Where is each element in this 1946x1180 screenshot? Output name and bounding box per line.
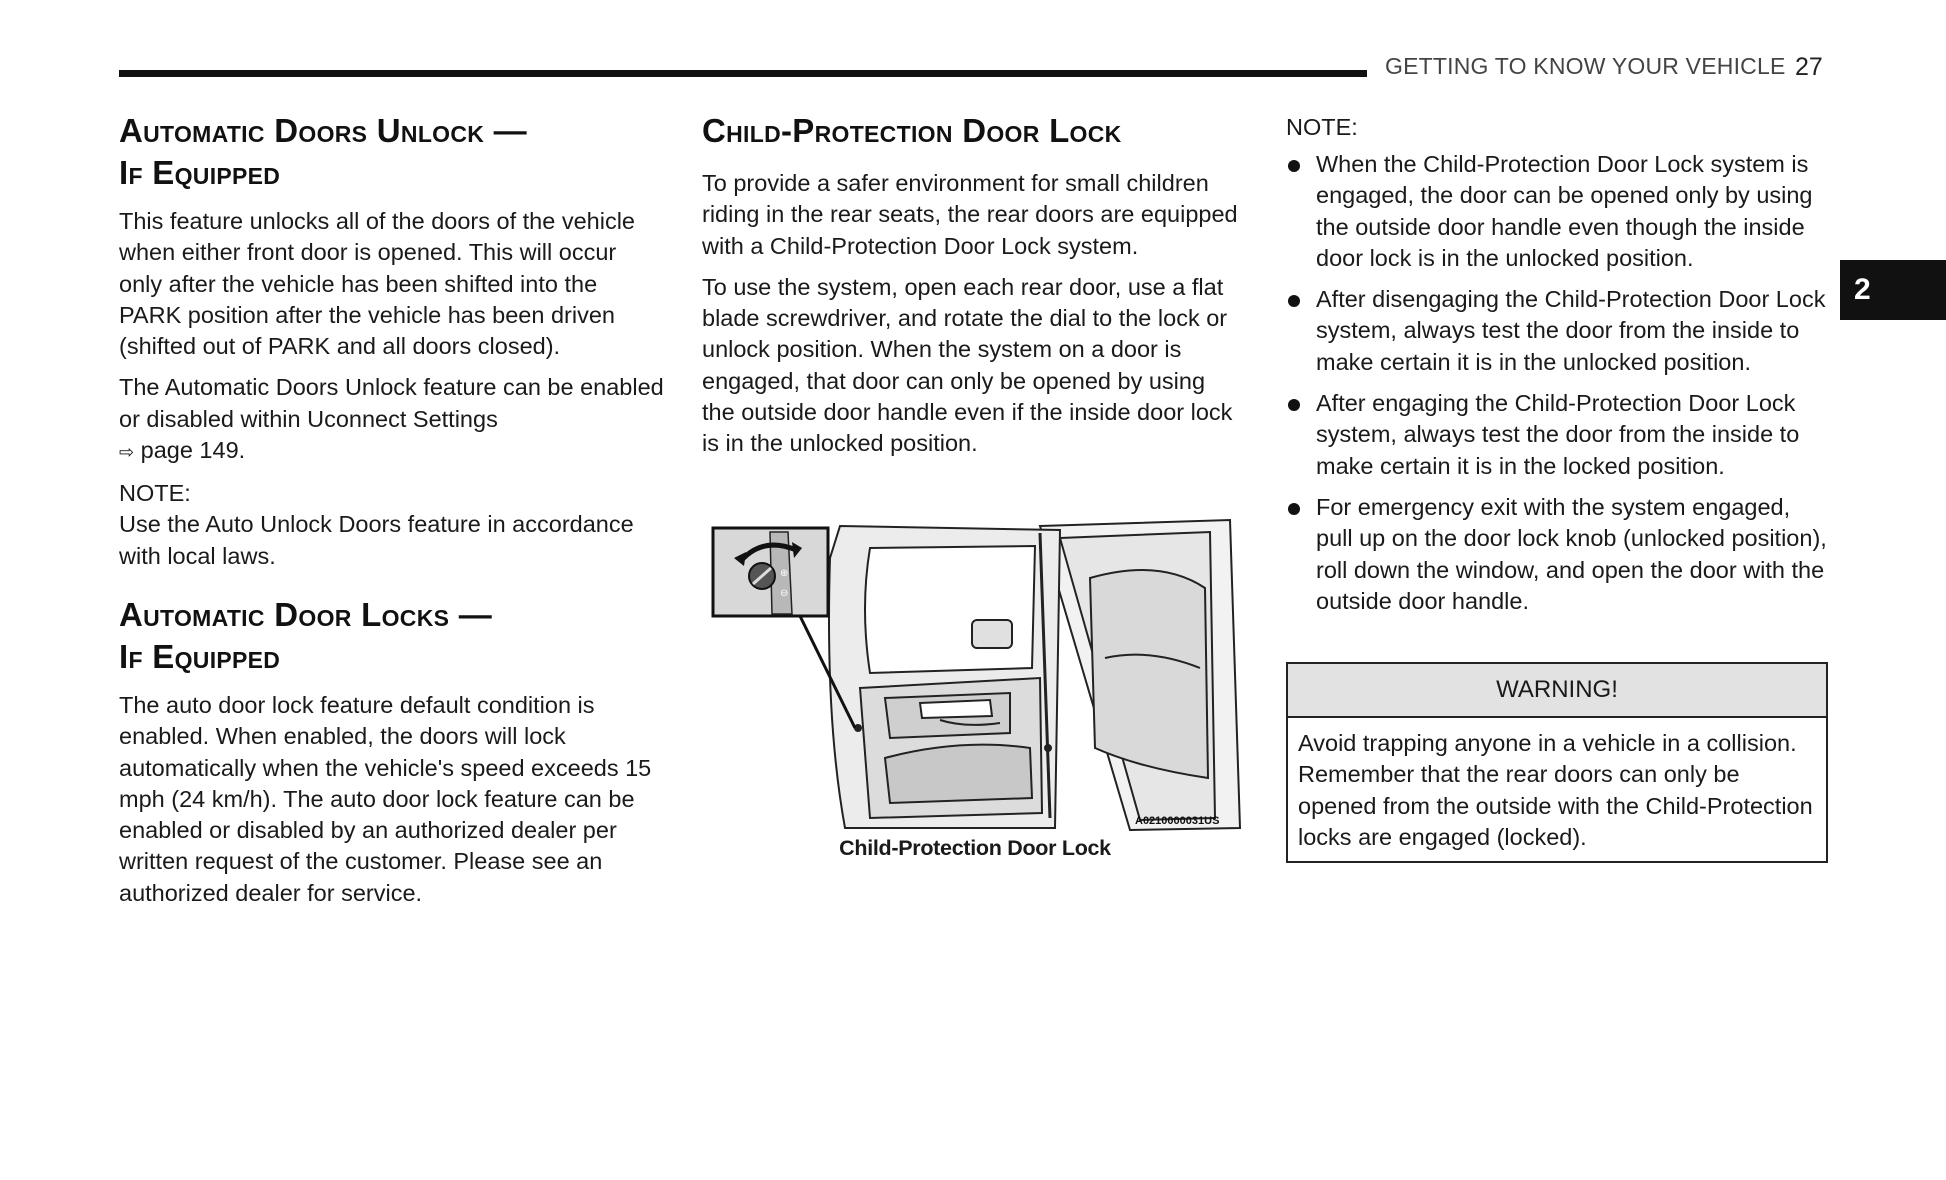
page-reference-link[interactable]: page 149.	[140, 437, 246, 464]
paragraph	[119, 372, 664, 468]
bullet-icon	[1288, 160, 1300, 172]
heading-line: Automatic Doors Unlock —	[119, 112, 527, 149]
heading-child-protection-door-lock: Child-Protection Door Lock	[702, 112, 1122, 149]
svg-text:⊕: ⊕	[780, 568, 789, 579]
note-text: Use the Auto Unlock Doors feature in accordance with local laws.	[119, 511, 634, 569]
list-item	[1286, 284, 1829, 378]
bullet-icon	[1288, 503, 1300, 515]
arrow-right-icon: ⇨	[119, 442, 135, 463]
heading-automatic-doors-unlock	[119, 110, 664, 194]
warning-title: WARNING!	[1288, 664, 1826, 718]
list-item	[1286, 492, 1829, 617]
warning-box	[1286, 662, 1828, 863]
svg-text:⊖: ⊖	[780, 588, 789, 599]
list-item-text: When the Child-Protection Door Lock system is engaged, the door can be opened only by using the outside door handle even though the inside door lock is in the unlocked position.	[1316, 151, 1813, 271]
paragraph: To use the system, open each rear door, use a flat blade screwdriver, and rotate the dial to the lock or unlock position. When the system on a door is engaged, that door can only be opened by using the outside door handle even if the inside door lock is in the unlocked position.	[702, 273, 1233, 457]
page-number: 27	[1795, 53, 1823, 81]
door-illustration	[710, 518, 1245, 833]
right-column	[1286, 112, 1829, 627]
bullet-icon	[1288, 295, 1300, 307]
child-lock-illustration	[710, 518, 1245, 833]
chapter-tab: 2	[1840, 260, 1946, 320]
note-label: NOTE:	[1286, 114, 1358, 140]
list-item-text: After engaging the Child-Protection Door Lock system, always test the door from the inside to make certain it is in the locked position.	[1316, 390, 1800, 479]
note-bullet-list	[1286, 149, 1829, 617]
list-item	[1286, 149, 1829, 274]
heading-line: If Equipped	[119, 637, 281, 675]
note-label: NOTE:	[119, 480, 191, 507]
paragraph: To provide a safer environment for small children riding in the rear seats, the rear doors are equipped with a Child-Protection Door Lock system.	[702, 170, 1238, 259]
list-item-text: After disengaging the Child-Protection Door Lock system, always test the door from the inside to make certain it is in the unlocked position.	[1316, 286, 1826, 375]
figure-caption: Child-Protection Door Lock	[839, 836, 1111, 860]
section-title: GETTING TO KNOW YOUR VEHICLE	[1385, 53, 1786, 79]
middle-column	[702, 110, 1242, 460]
figure-code: A0210000031US	[1135, 815, 1220, 827]
paragraph: The auto door lock feature default condition is enabled. When enabled, the doors will lock automatically when the vehicle's speed exceeds 15 mph (24 km/h). The auto door lock feature can be enabled or disabled by an authorized dealer per written request of the customer. Please see an authorized dealer for service.	[119, 691, 652, 906]
bullet-icon	[1288, 399, 1300, 411]
heading-line: If Equipped	[119, 154, 281, 191]
heading-line: Automatic Door Locks —	[119, 595, 493, 633]
paragraph: This feature unlocks all of the doors of the vehicle when either front door is opened. This will occur only after the vehicle has been shifted into the PARK position after the vehicle has been driven (shifted out of PARK and all doors closed).	[119, 208, 635, 360]
warning-text: Avoid trapping anyone in a vehicle in a collision. Remember that the rear doors can only be opened from the outside with the Child-Protection locks are engaged (locked).	[1298, 730, 1813, 850]
list-item-text: For emergency exit with the system engaged, pull up on the door lock knob (unlocked position), roll down the window, and open the door with the outside door handle.	[1316, 493, 1827, 614]
heading-automatic-door-locks	[119, 594, 664, 678]
header-rule	[119, 70, 1367, 77]
paragraph-text: The Automatic Doors Unlock feature can be enabled or disabled within Uconnect Settings	[119, 374, 664, 432]
list-item	[1286, 388, 1829, 482]
left-column	[119, 110, 664, 909]
